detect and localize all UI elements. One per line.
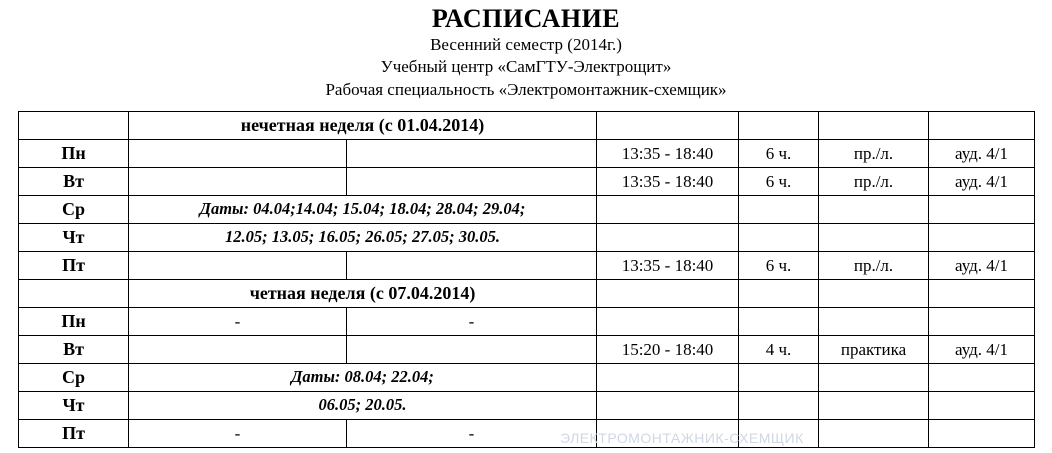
type-cell <box>819 224 929 252</box>
even-week-dates-line-1: Даты: 08.04; 22.04; <box>129 364 597 392</box>
table-row <box>19 196 1035 224</box>
type-cell: пр./л. <box>819 168 929 196</box>
hours-cell <box>739 308 819 336</box>
odd-week-heading-spacer <box>19 112 129 140</box>
room-cell <box>929 364 1035 392</box>
lesson-slot-2 <box>347 252 597 280</box>
watermark-text: ЭЛЕКТРОМОНТАЖНИК-СХЕМЩИК <box>560 430 804 446</box>
lesson-slot-2 <box>347 336 597 364</box>
hours-cell <box>739 392 819 420</box>
odd-week-heading-time <box>597 112 739 140</box>
day-label: Пн <box>19 140 129 168</box>
hours-cell <box>739 196 819 224</box>
hours-cell <box>739 364 819 392</box>
even-week-heading-hours <box>739 280 819 308</box>
room-cell <box>929 392 1035 420</box>
type-cell: пр./л. <box>819 252 929 280</box>
type-cell <box>819 308 929 336</box>
day-label: Вт <box>19 168 129 196</box>
lesson-slot-2 <box>347 168 597 196</box>
table-row <box>19 364 1035 392</box>
even-week-heading-time <box>597 280 739 308</box>
day-label: Пт <box>19 420 129 448</box>
page-title: РАСПИСАНИЕ <box>431 4 621 33</box>
room-cell: ауд. 4/1 <box>929 168 1035 196</box>
lesson-slot-2 <box>347 140 597 168</box>
header-center: Учебный центр «СамГТУ-Электрощит» <box>380 57 672 77</box>
lesson-slot-1 <box>129 336 347 364</box>
table-row <box>19 336 1035 364</box>
type-cell <box>819 392 929 420</box>
room-cell: ауд. 4/1 <box>929 140 1035 168</box>
even-week-heading: четная неделя (с 07.04.2014) <box>129 280 597 308</box>
time-cell <box>597 224 739 252</box>
type-cell <box>819 196 929 224</box>
document-header <box>0 0 1052 101</box>
even-week-heading-room <box>929 280 1035 308</box>
lesson-slot-1: - <box>129 420 347 448</box>
day-label: Пн <box>19 308 129 336</box>
lesson-slot-1 <box>129 168 347 196</box>
time-cell: 13:35 - 18:40 <box>597 168 739 196</box>
lesson-slot-1 <box>129 252 347 280</box>
table-row <box>19 140 1035 168</box>
day-label: Чт <box>19 224 129 252</box>
odd-week-heading-room <box>929 112 1035 140</box>
time-cell <box>597 196 739 224</box>
lesson-slot-1: - <box>129 308 347 336</box>
odd-week-heading: нечетная неделя (с 01.04.2014) <box>129 112 597 140</box>
day-label: Вт <box>19 336 129 364</box>
even-week-dates-line-2: 06.05; 20.05. <box>129 392 597 420</box>
time-cell <box>597 308 739 336</box>
even-week-heading-type <box>819 280 929 308</box>
odd-week-dates-line-2: 12.05; 13.05; 16.05; 26.05; 27.05; 30.05. <box>129 224 597 252</box>
header-specialty: Рабочая специальность «Электромонтажник-схемщик» <box>325 79 727 99</box>
header-semester: Весенний семестр (2014г.) <box>430 34 622 54</box>
type-cell <box>819 364 929 392</box>
day-label: Чт <box>19 392 129 420</box>
hours-cell: 6 ч. <box>739 252 819 280</box>
type-cell: практика <box>819 336 929 364</box>
lesson-slot-2: - <box>347 420 597 448</box>
lesson-slot-2: - <box>347 308 597 336</box>
lesson-slot-1 <box>129 140 347 168</box>
odd-week-heading-hours <box>739 112 819 140</box>
day-label: Ср <box>19 364 129 392</box>
room-cell: ауд. 4/1 <box>929 336 1035 364</box>
time-cell <box>597 364 739 392</box>
table-row-even-week-heading <box>19 280 1035 308</box>
room-cell: ауд. 4/1 <box>929 252 1035 280</box>
time-cell: 15:20 - 18:40 <box>597 336 739 364</box>
odd-week-dates-line-1: Даты: 04.04;14.04; 15.04; 18.04; 28.04; 29.04; <box>129 196 597 224</box>
even-week-heading-spacer <box>19 280 129 308</box>
schedule-table-wrapper <box>18 111 1034 448</box>
table-row <box>19 168 1035 196</box>
room-cell <box>929 420 1035 448</box>
time-cell: 13:35 - 18:40 <box>597 140 739 168</box>
table-row <box>19 252 1035 280</box>
room-cell <box>929 196 1035 224</box>
schedule-table <box>18 111 1035 448</box>
time-cell: 13:35 - 18:40 <box>597 252 739 280</box>
room-cell <box>929 224 1035 252</box>
table-row <box>19 308 1035 336</box>
room-cell <box>929 308 1035 336</box>
hours-cell: 6 ч. <box>739 168 819 196</box>
day-label: Ср <box>19 196 129 224</box>
type-cell: пр./л. <box>819 140 929 168</box>
table-row <box>19 224 1035 252</box>
hours-cell: 6 ч. <box>739 140 819 168</box>
table-row <box>19 392 1035 420</box>
hours-cell <box>739 224 819 252</box>
table-row-odd-week-heading <box>19 112 1035 140</box>
time-cell <box>597 392 739 420</box>
odd-week-heading-type <box>819 112 929 140</box>
hours-cell: 4 ч. <box>739 336 819 364</box>
day-label: Пт <box>19 252 129 280</box>
